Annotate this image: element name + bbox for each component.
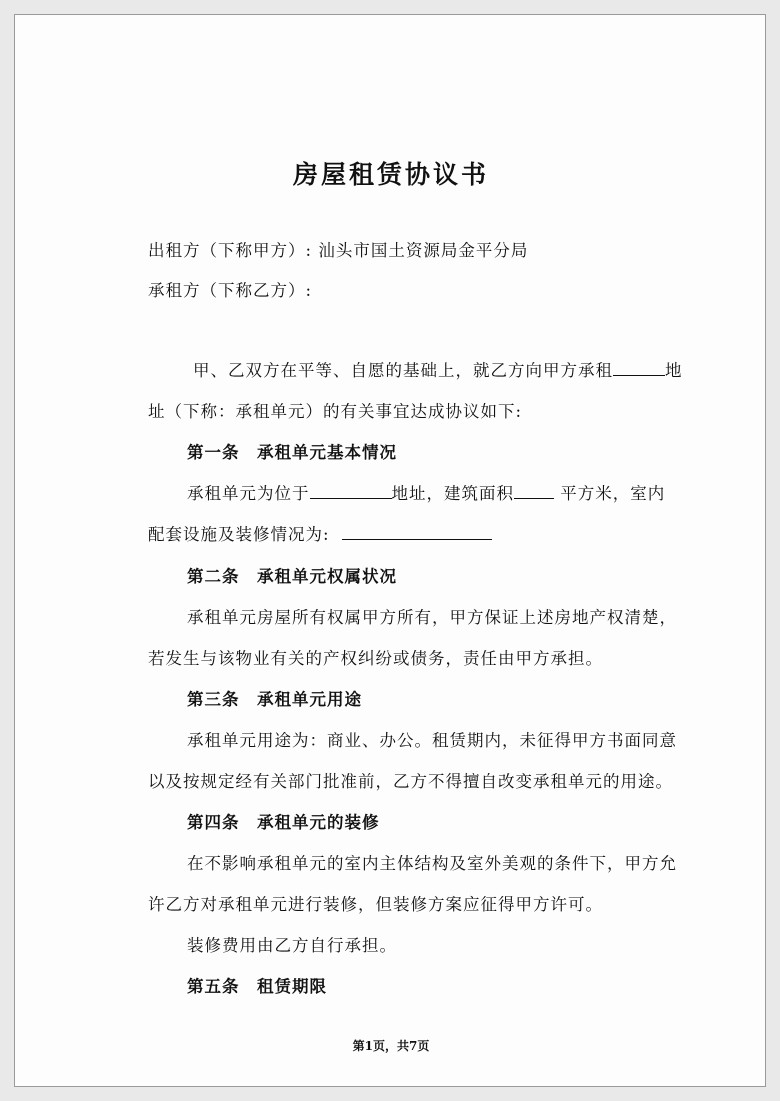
article-1-text-d: 配套设施及装修情况为: xyxy=(148,525,330,544)
article-1-line-1 xyxy=(187,480,665,504)
article-1-line-2 xyxy=(148,521,492,545)
lessor-label: 出租方（下称甲方）: xyxy=(148,241,313,260)
article-4-line-2: 许乙方对承租单元进行装修，但装修方案应征得甲方许可。 xyxy=(148,895,603,914)
area-blank[interactable] xyxy=(514,484,554,499)
facilities-blank[interactable] xyxy=(342,525,492,540)
article-2-heading: 第二条 承租单元权属状况 xyxy=(187,567,397,586)
intro-text-3: 址（下称：承租单元）的有关事宜达成协议如下: xyxy=(148,402,523,421)
intro-line-2 xyxy=(148,398,522,422)
article-1-text-c: 平方米，室内 xyxy=(560,484,666,503)
article-4-heading: 第四条 承租单元的装修 xyxy=(187,813,380,832)
lessor-name: 汕头市国土资源局金平分局 xyxy=(318,241,529,260)
property-blank[interactable] xyxy=(613,361,665,376)
article-5-heading: 第五条 租赁期限 xyxy=(187,977,327,996)
article-1-heading: 第一条 承租单元基本情况 xyxy=(187,443,397,462)
intro-line-1 xyxy=(193,357,683,381)
lessor-line xyxy=(148,237,528,261)
lessee-label: 承租方（下称乙方）: xyxy=(148,281,313,300)
lessee-line xyxy=(148,277,312,301)
location-blank[interactable] xyxy=(310,484,392,499)
article-1-text-a: 承租单元为位于 xyxy=(187,484,310,503)
article-3-heading: 第三条 承租单元用途 xyxy=(187,690,362,709)
article-2-line-2: 若发生与该物业有关的产权纠纷或债务，责任由甲方承担。 xyxy=(148,649,603,668)
article-3-line-1: 承租单元用途为：商业、办公。租赁期内，未征得甲方书面同意 xyxy=(187,731,677,750)
page-number: 第1页，共7页 xyxy=(352,1039,430,1053)
intro-text-2: 地 xyxy=(665,361,683,380)
article-2-line-1: 承租单元房屋所有权属甲方所有，甲方保证上述房地产权清楚， xyxy=(187,608,677,627)
document-title: 房屋租赁协议书 xyxy=(292,160,489,189)
article-4-line-1: 在不影响承租单元的室内主体结构及室外美观的条件下，甲方允 xyxy=(187,854,677,873)
document-page xyxy=(14,14,766,1087)
page-footer xyxy=(15,1037,767,1054)
article-3-line-2: 以及按规定经有关部门批准前，乙方不得擅自改变承租单元的用途。 xyxy=(148,772,673,791)
intro-text-1: 甲、乙双方在平等、自愿的基础上，就乙方向甲方承租 xyxy=(193,361,613,380)
article-1-text-b: 地址，建筑面积 xyxy=(391,484,514,503)
article-4-line-3: 装修费用由乙方自行承担。 xyxy=(187,936,397,955)
